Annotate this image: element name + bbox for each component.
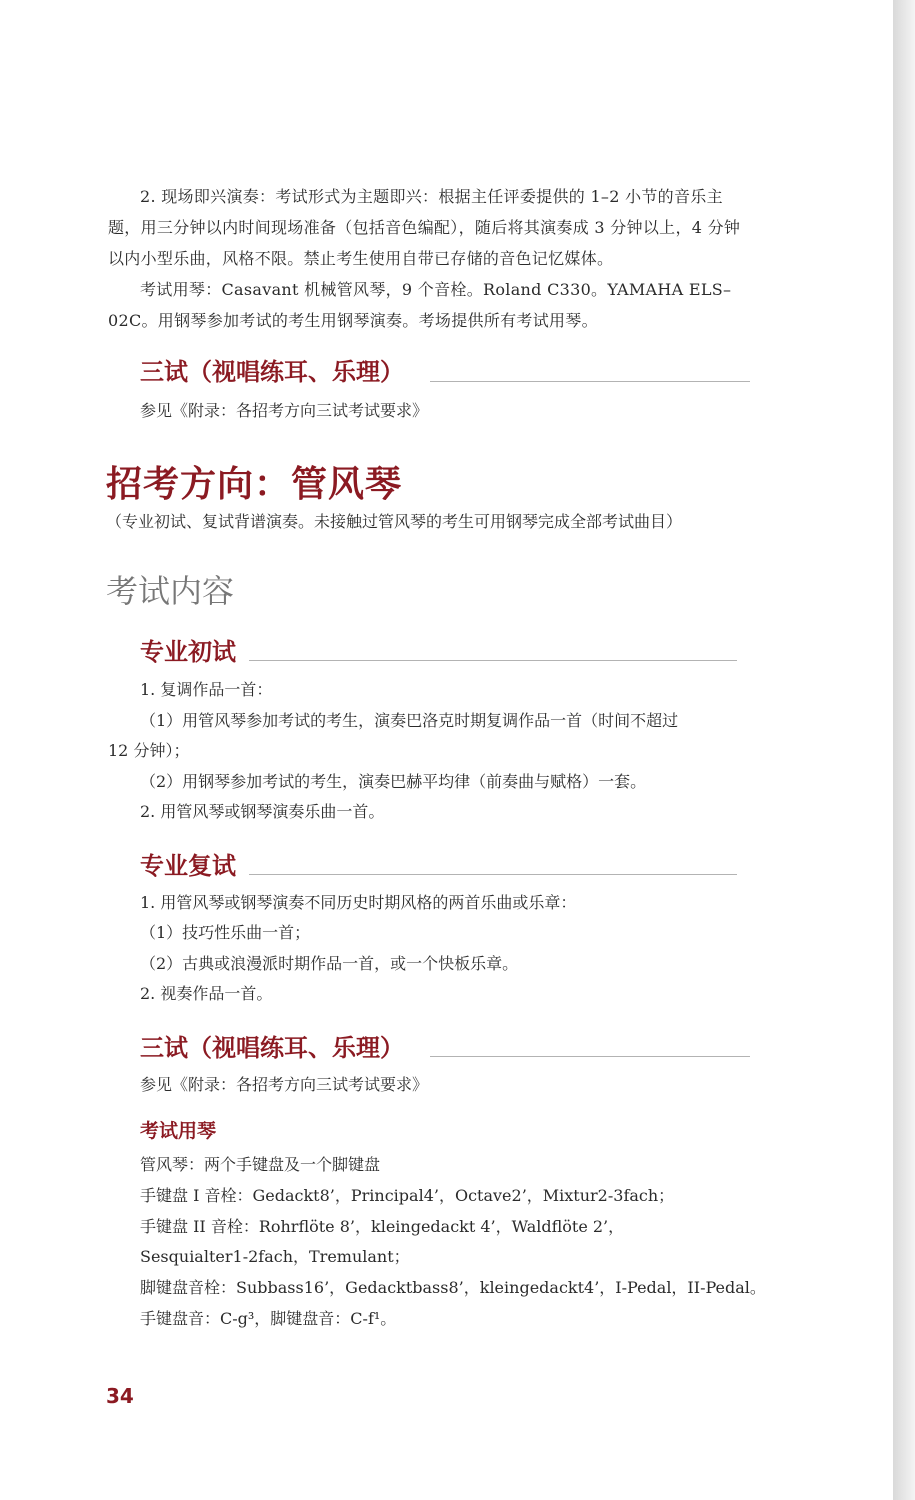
improvisation-paragraph: 2. 现场即兴演奏：考试形式为主题即兴：根据主任评委提供的 1–2 小节的音乐主题，用三分钟以内时间现场准备（包括音色编配），随后将其演奏成 3 分钟以上，4 分钟以内小型乐曲，风格不限。禁止考生使用自带已存储的音色记忆媒体。 (108, 187, 741, 268)
third-exam-heading-2: 三试（视唱练耳、乐理） (140, 1034, 404, 1062)
instrument-line-4: Sesquialter1-2fach，Tremulant； (140, 1247, 410, 1266)
heading-rule (249, 660, 737, 661)
heading-rule (430, 381, 750, 382)
instrument-line-1: 管风琴：两个手键盘及一个脚键盘 (140, 1155, 381, 1174)
instrument-line-3: 手键盘 II 音栓：Rohrflöte 8’，kleingedackt 4’，Waldflöte 2’， (140, 1217, 625, 1236)
heading-rule (249, 874, 737, 875)
second-item-2: 2. 视奏作品一首。 (140, 984, 273, 1003)
instrument-line-6: 手键盘音：C-g³，脚键盘音：C-f¹。 (140, 1309, 397, 1328)
instrument-heading: 考试用琴 (140, 1120, 217, 1142)
second-item-1-1: （1）技巧性乐曲一首； (140, 923, 311, 942)
third-exam-reference-2: 参见《附录：各招考方向三试考试要求》 (140, 1075, 429, 1094)
second-item-1: 1. 用管风琴或钢琴演奏不同历史时期风格的两首乐曲或乐章： (140, 893, 577, 912)
preliminary-heading: 专业初试 (140, 638, 236, 666)
instrument-line-2: 手键盘 I 音栓：Gedackt8’，Principal4’，Octave2’，Mixtur2-3fach； (140, 1186, 675, 1205)
direction-note: （专业初试、复试背谱演奏。未接触过管风琴的考生可用钢琴完成全部考试曲目） (106, 512, 683, 531)
instrument-line-5: 脚键盘音栓：Subbass16’，Gedacktbass8’，kleingedackt4’，I-Pedal，II-Pedal。 (140, 1278, 766, 1297)
exam-content-title: 考试内容 (106, 572, 235, 610)
third-exam-heading: 三试（视唱练耳、乐理） (140, 358, 404, 386)
prelim-item-1-1-cont: 12 分钟）； (108, 741, 190, 760)
second-item-1-2: （2）古典或浪漫派时期作品一首，或一个快板乐章。 (140, 954, 519, 973)
prelim-item-1-1: （1）用管风琴参加考试的考生，演奏巴洛克时期复调作品一首（时间不超过 (140, 711, 679, 730)
second-round-heading: 专业复试 (140, 852, 236, 880)
page-edge-shadow (893, 0, 915, 1500)
heading-rule (430, 1056, 750, 1057)
page-number: 34 (106, 1384, 134, 1408)
prelim-item-1: 1. 复调作品一首： (140, 680, 273, 699)
direction-title: 招考方向：管风琴 (106, 464, 403, 505)
prelim-item-1-2: （2）用钢琴参加考试的考生，演奏巴赫平均律（前奏曲与赋格）一套。 (140, 772, 647, 791)
prelim-item-2: 2. 用管风琴或钢琴演奏乐曲一首。 (140, 802, 385, 821)
third-exam-reference: 参见《附录：各招考方向三试考试要求》 (140, 401, 429, 420)
instruments-paragraph: 考试用琴：Casavant 机械管风琴，9 个音栓。Roland C330。YAMAHA ELS–02C。用钢琴参加考试的考生用钢琴演奏。考场提供所有考试用琴。 (108, 280, 732, 330)
